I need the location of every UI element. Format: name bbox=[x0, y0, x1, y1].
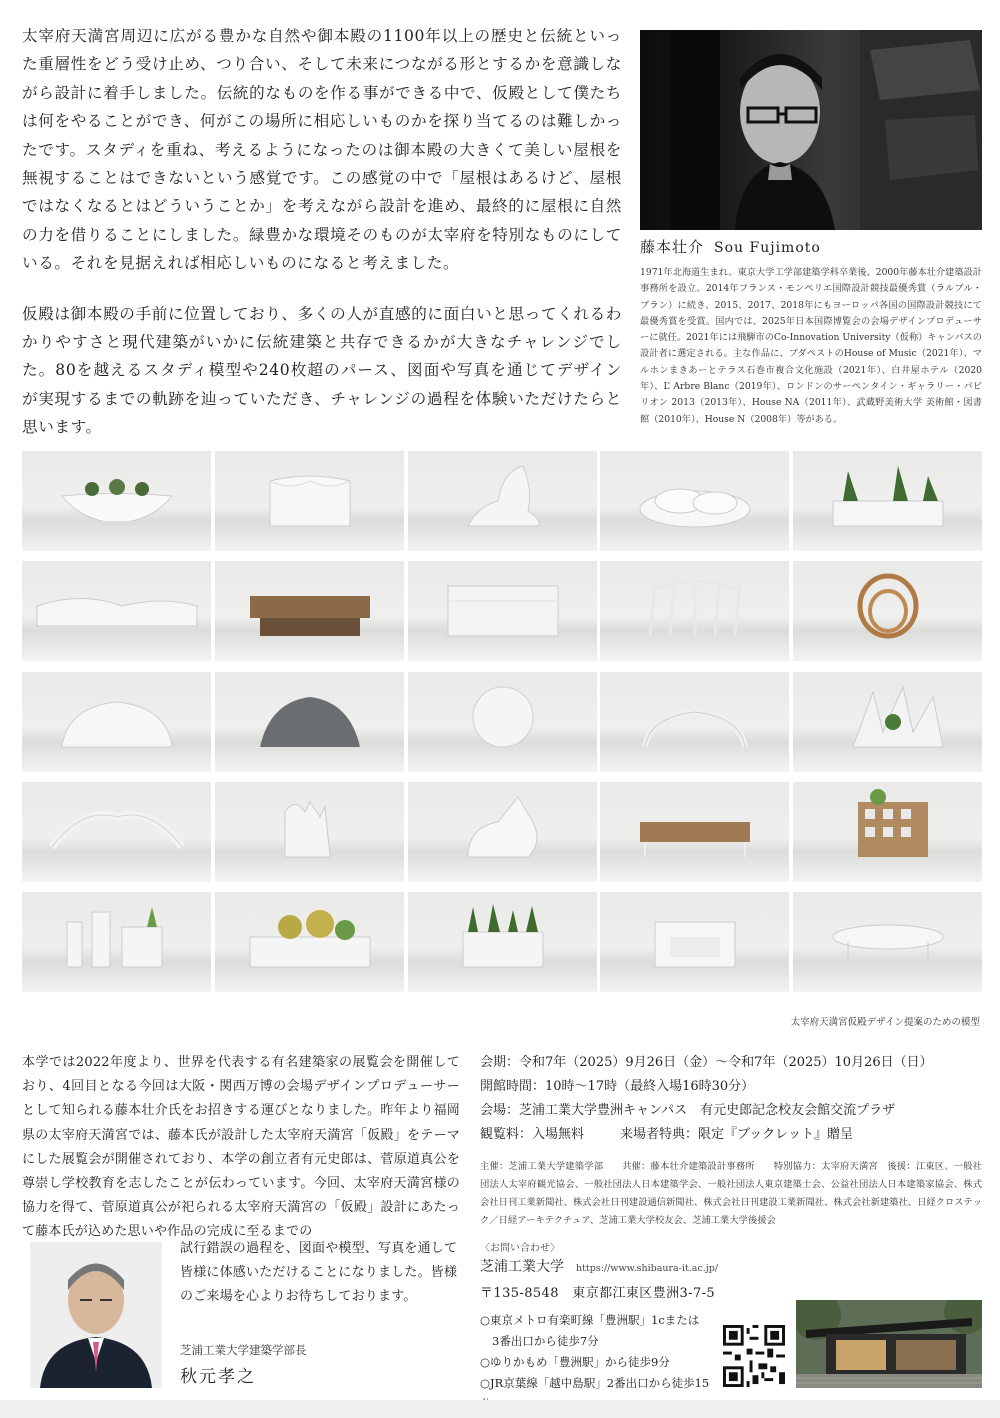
model-photo bbox=[215, 561, 404, 661]
essay-paragraph-1: 太宰府天満宮周辺に広がる豊かな自然や御本殿の1100年以上の歴史と伝統といった重層性をどう受け止め、つり合い、そして未来につながる形とするかを意識しながら設計に着手しました。伝統的なものを作る事ができる中で、仮殿として僕たちは何をやることができ、何がこの場所に相応しいものかを探り当てるのは難しかったです。スタディを重ね、考えるようになったのは御本殿の大きくて美しい屋根を無視することはできないという感覚です。この感覚の中で「屋根はあるけど、屋根ではなくなるとはどういうことか」を考えながら設計を進め、最終的に屋根に自然の力を借りることにしました。緑豊かな環境そのものが太宰府を特別なものにしている。それを見据えれば相応しいものになると考えました。 bbox=[22, 27, 622, 273]
dean-title: 芝浦工業大学建築学部長 bbox=[180, 1343, 307, 1357]
model-photo bbox=[22, 782, 211, 882]
event-hours: 開館時間：10時〜17時（最終入場16時30分） bbox=[480, 1079, 755, 1094]
model-photo bbox=[408, 782, 597, 882]
gallery-caption: 太宰府天満宮仮殿デザイン提案のための模型 bbox=[790, 1017, 980, 1028]
intro-text: 本学では2022年度より、世界を代表する有名建築家の展覧会を開催しており、4回目となる今回は大阪・関西万博の会場デザインプロデューサーとして知られる藤本壮介氏をお招きする運びとなりました。昨年より福岡県の太宰府天満宮では、藤本氏が設計した太宰府天満宮「仮殿」をテーマにした展覧会が開催されており、本学の創立者有元史郎は、菅原道真公を尊崇し学校教育を志したことが伝わっています。今回、太宰府天満宮様の協力を得て、菅原道真公が祀られる太宰府天満宮の「仮殿」設計にあたって藤本氏が込めた思いや作品の完成に至るまでの bbox=[22, 1055, 460, 1240]
architect-name-ja: 藤本壮介 bbox=[640, 238, 705, 256]
model-photo bbox=[22, 892, 211, 992]
organizers: 主催：芝浦工業大学建築学部 共催：藤本壮介建築設計事務所 特別協力：太宰府天満宮 後援：江東区、一般社団法人太宰府観光協会、一般社団法人日本建築学会、一般社団法人東京建築士会、公益社団法人日本建築家協会、株式会社日刊工業新聞社、株式会社日刊建設通信新聞社、株式会社日刊建設工業新聞社、株式会社新建築社、日経クロステック／日経アーキテクチュア、芝浦工業大学校友会、芝浦工業大学後援会 bbox=[480, 1161, 982, 1226]
model-photo bbox=[22, 561, 211, 661]
model-photo bbox=[215, 672, 404, 772]
model-photo bbox=[793, 451, 982, 551]
university-url[interactable]: https://www.shibaura-it.ac.jp/ bbox=[576, 1263, 719, 1274]
architect-name-en: Sou Fujimoto bbox=[714, 240, 821, 256]
model-photo bbox=[215, 782, 404, 882]
model-photo bbox=[215, 892, 404, 992]
university-address: 〒135-8548 東京都江東区豊洲3-7-5 bbox=[480, 1286, 716, 1301]
model-photo bbox=[793, 782, 982, 882]
model-photo bbox=[22, 672, 211, 772]
access-line-2: ○ゆりかもめ「豊洲駅」から徒歩9分 bbox=[480, 1355, 670, 1369]
model-photo bbox=[793, 672, 982, 772]
qr-code-graphic bbox=[723, 1325, 785, 1387]
model-photo bbox=[600, 451, 789, 551]
event-venue: 会場：芝浦工業大学豊洲キャンパス 有元史郎記念校友会館交流プラザ bbox=[480, 1103, 896, 1118]
essay bbox=[22, 22, 622, 442]
university-contact bbox=[480, 1256, 718, 1276]
model-photo bbox=[408, 672, 597, 772]
access-line-1a: ○東京メトロ有楽町線「豊洲駅」1cまたは bbox=[480, 1313, 700, 1327]
event-period: 会期：令和7年（2025）9月26日（金）〜令和7年（2025）10月26日（日） bbox=[480, 1055, 933, 1070]
event-gift: 来場者特典：限定『ブックレット』贈呈 bbox=[620, 1127, 853, 1142]
dean-photo-figure bbox=[30, 1242, 162, 1388]
dean-name: 秋元孝之 bbox=[180, 1367, 256, 1387]
footer-bar bbox=[0, 1400, 1000, 1418]
architect-portrait-figure bbox=[640, 30, 982, 230]
event-info bbox=[480, 1051, 982, 1147]
model-photo bbox=[793, 561, 982, 661]
model-photo bbox=[215, 451, 404, 551]
access-line-1b: 3番出口から徒歩7分 bbox=[492, 1334, 599, 1348]
university-name: 芝浦工業大学 bbox=[480, 1259, 564, 1275]
model-photo bbox=[600, 672, 789, 772]
event-fee: 観覧料：入場無料 bbox=[480, 1127, 585, 1142]
intro-text-continued: 試行錯誤の過程を、図面や模型、写真を通して皆様に体感いただけることになりました。皆様のご来場を心よりお待ちしております。 bbox=[180, 1241, 458, 1305]
architect-name bbox=[640, 236, 821, 257]
model-photo bbox=[793, 892, 982, 992]
architect-biography: 1971年北海道生まれ。東京大学工学部建築学科卒業後、2000年藤本壮介建築設計事務所を設立。2014年フランス・モンペリエ国際設計競技最優秀賞（ラルブル・ブラン）に続き、2015、2017、2018年にもヨーロッパ各国の国際設計競技にて最優秀賞を受賞。国内では、2025年日本国際博覧会の会場デザインプロデューサーに就任。2021年には飛騨市のCo-Innovation University（仮称）キャンパスの設計者に選定される。主な作品に、ブダペストのHouse of Music（2021年）、マルホンまきあーとテラス石巻市複合文化施設（2021年）、白井屋ホテル（2020年）、L’ Arbre Blanc（2019年）、ロンドンのサーペンタイン・ギャラリー・パビリオン 2013（2013年）、House NA（2011年）、武蔵野美術大学 美術館・図書館（2010年）、House N（2008年）等がある。 bbox=[640, 267, 982, 425]
model-photo bbox=[22, 451, 211, 551]
access-line-3: ○JR京葉線「越中島駅」2番出口から徒歩15 bbox=[480, 1376, 710, 1390]
campus-building-figure bbox=[796, 1300, 982, 1388]
model-photo bbox=[408, 892, 597, 992]
model-photo bbox=[600, 892, 789, 992]
model-photo-grid bbox=[22, 451, 982, 992]
dean-photo bbox=[30, 1242, 162, 1388]
model-photo bbox=[600, 782, 789, 882]
event-fee-row bbox=[480, 1123, 982, 1147]
architect-portrait bbox=[640, 30, 982, 230]
model-photo bbox=[408, 561, 597, 661]
qr-code[interactable] bbox=[723, 1325, 785, 1387]
essay-paragraph-2: 仮殿は御本殿の手前に位置しており、多くの人が直感的に面白いと思ってくれるわかりやすさと現代建築がいかに伝統建築と共存できるかが大きなチャレンジでした。80を越えるスタディ模型や240枚超のパース、図面や写真を通じてデザインが実現するまでの軌跡を辿っていただき、チャレンジの過程を体験いただけたらと思います。 bbox=[22, 304, 622, 437]
model-photo bbox=[408, 451, 597, 551]
contact-label: 〈お問い合わせ〉 bbox=[480, 1243, 560, 1254]
campus-building-photo bbox=[796, 1300, 982, 1388]
model-photo bbox=[600, 561, 789, 661]
